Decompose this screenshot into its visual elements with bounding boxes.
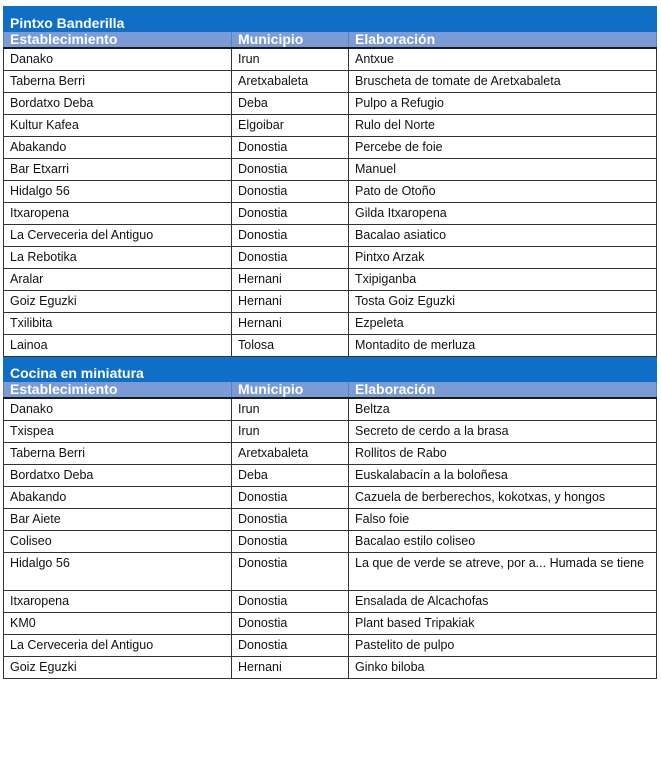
cell-establecimiento: Aralar — [4, 269, 232, 291]
table-row — [4, 613, 657, 635]
cell-establecimiento: KM0 — [4, 613, 232, 635]
cell-municipio: Donostia — [232, 247, 349, 269]
cell-elaboracion: Cazuela de berberechos, kokotxas, y hongos — [349, 487, 657, 509]
cell-municipio: Irun — [232, 421, 349, 443]
cell-municipio: Hernani — [232, 291, 349, 313]
cell-elaboracion: Secreto de cerdo a la brasa — [349, 421, 657, 443]
cell-establecimiento: Itxaropena — [4, 591, 232, 613]
table-row — [4, 291, 657, 313]
table-row — [4, 181, 657, 203]
cell-municipio: Aretxabaleta — [232, 71, 349, 93]
cell-establecimiento: Danako — [4, 48, 232, 71]
cell-municipio: Donostia — [232, 137, 349, 159]
cell-establecimiento: Txilibita — [4, 313, 232, 335]
table-row — [4, 635, 657, 657]
cell-municipio: Deba — [232, 465, 349, 487]
cell-municipio: Donostia — [232, 509, 349, 531]
cell-elaboracion: La que de verde se atreve, por a... Humada se tiene — [349, 553, 657, 591]
cell-elaboracion: Rollitos de Rabo — [349, 443, 657, 465]
cell-municipio: Aretxabaleta — [232, 443, 349, 465]
table-row — [4, 93, 657, 115]
cell-elaboracion: Pulpo a Refugio — [349, 93, 657, 115]
section-title: Cocina en miniatura — [4, 357, 657, 382]
cell-elaboracion: Manuel — [349, 159, 657, 181]
cell-establecimiento: La Cerveceria del Antiguo — [4, 635, 232, 657]
cell-elaboracion: Gilda Itxaropena — [349, 203, 657, 225]
table-row — [4, 421, 657, 443]
cell-establecimiento: Txispea — [4, 421, 232, 443]
column-header-elaboracion: Elaboración — [349, 32, 657, 49]
cell-municipio: Hernani — [232, 269, 349, 291]
cell-municipio: Elgoibar — [232, 115, 349, 137]
cell-municipio: Irun — [232, 398, 349, 421]
cell-elaboracion: Ezpeleta — [349, 313, 657, 335]
table-row — [4, 137, 657, 159]
cell-municipio: Donostia — [232, 591, 349, 613]
column-header-row — [4, 32, 657, 49]
table-row — [4, 553, 657, 591]
cell-establecimiento: Coliseo — [4, 531, 232, 553]
cell-establecimiento: Abakando — [4, 487, 232, 509]
cell-establecimiento: Hidalgo 56 — [4, 553, 232, 591]
cell-elaboracion: Tosta Goiz Eguzki — [349, 291, 657, 313]
cell-establecimiento: Goiz Eguzki — [4, 657, 232, 679]
cell-elaboracion: Ginko biloba — [349, 657, 657, 679]
cell-municipio: Donostia — [232, 181, 349, 203]
table-row — [4, 335, 657, 357]
column-header-row — [4, 382, 657, 399]
cell-elaboracion: Bruscheta de tomate de Aretxabaleta — [349, 71, 657, 93]
cell-elaboracion: Bacalao estilo coliseo — [349, 531, 657, 553]
table-row — [4, 591, 657, 613]
cell-establecimiento: Lainoa — [4, 335, 232, 357]
column-header-municipio: Municipio — [232, 32, 349, 49]
cell-establecimiento: Hidalgo 56 — [4, 181, 232, 203]
table-row — [4, 71, 657, 93]
cell-municipio: Donostia — [232, 531, 349, 553]
cell-establecimiento: Itxaropena — [4, 203, 232, 225]
table-row — [4, 313, 657, 335]
cell-municipio: Donostia — [232, 635, 349, 657]
column-header-establecimiento: Establecimiento — [4, 382, 232, 399]
cell-elaboracion: Falso foie — [349, 509, 657, 531]
cell-municipio: Irun — [232, 48, 349, 71]
cell-municipio: Hernani — [232, 657, 349, 679]
menu-table — [3, 6, 657, 679]
cell-establecimiento: La Cerveceria del Antiguo — [4, 225, 232, 247]
table-row — [4, 657, 657, 679]
cell-establecimiento: Goiz Eguzki — [4, 291, 232, 313]
section-title-row — [4, 7, 657, 32]
cell-establecimiento: Kultur Kafea — [4, 115, 232, 137]
table-row — [4, 465, 657, 487]
cell-elaboracion: Percebe de foie — [349, 137, 657, 159]
cell-elaboracion: Pato de Otoño — [349, 181, 657, 203]
cell-establecimiento: Bordatxo Deba — [4, 93, 232, 115]
cell-municipio: Donostia — [232, 203, 349, 225]
cell-establecimiento: La Rebotika — [4, 247, 232, 269]
column-header-municipio: Municipio — [232, 382, 349, 399]
column-header-establecimiento: Establecimiento — [4, 32, 232, 49]
cell-establecimiento: Abakando — [4, 137, 232, 159]
cell-elaboracion: Ensalada de Alcachofas — [349, 591, 657, 613]
cell-municipio: Donostia — [232, 553, 349, 591]
cell-municipio: Tolosa — [232, 335, 349, 357]
cell-elaboracion: Bacalao asiatico — [349, 225, 657, 247]
cell-municipio: Donostia — [232, 613, 349, 635]
column-header-elaboracion: Elaboración — [349, 382, 657, 399]
table-row — [4, 509, 657, 531]
table-row — [4, 269, 657, 291]
table-row — [4, 487, 657, 509]
table-row — [4, 115, 657, 137]
table-row — [4, 48, 657, 71]
cell-municipio: Donostia — [232, 487, 349, 509]
table-row — [4, 225, 657, 247]
cell-elaboracion: Euskalabacín a la boloñesa — [349, 465, 657, 487]
table-row — [4, 443, 657, 465]
cell-elaboracion: Pintxo Arzak — [349, 247, 657, 269]
cell-establecimiento: Bar Etxarri — [4, 159, 232, 181]
cell-establecimiento: Taberna Berri — [4, 443, 232, 465]
cell-establecimiento: Danako — [4, 398, 232, 421]
cell-elaboracion: Montadito de merluza — [349, 335, 657, 357]
cell-establecimiento: Taberna Berri — [4, 71, 232, 93]
section-title-row — [4, 357, 657, 382]
cell-establecimiento: Bordatxo Deba — [4, 465, 232, 487]
cell-elaboracion: Plant based Tripakiak — [349, 613, 657, 635]
table-body — [4, 7, 657, 679]
cell-establecimiento: Bar Aiete — [4, 509, 232, 531]
section-title: Pintxo Banderilla — [4, 7, 657, 32]
cell-elaboracion: Rulo del Norte — [349, 115, 657, 137]
cell-municipio: Hernani — [232, 313, 349, 335]
cell-elaboracion: Antxue — [349, 48, 657, 71]
cell-elaboracion: Pastelito de pulpo — [349, 635, 657, 657]
table-row — [4, 159, 657, 181]
cell-elaboracion: Beltza — [349, 398, 657, 421]
table-row — [4, 398, 657, 421]
table-row — [4, 247, 657, 269]
cell-municipio: Deba — [232, 93, 349, 115]
table-row — [4, 531, 657, 553]
cell-municipio: Donostia — [232, 225, 349, 247]
cell-elaboracion: Txipiganba — [349, 269, 657, 291]
document — [3, 6, 656, 679]
table-row — [4, 203, 657, 225]
cell-municipio: Donostia — [232, 159, 349, 181]
